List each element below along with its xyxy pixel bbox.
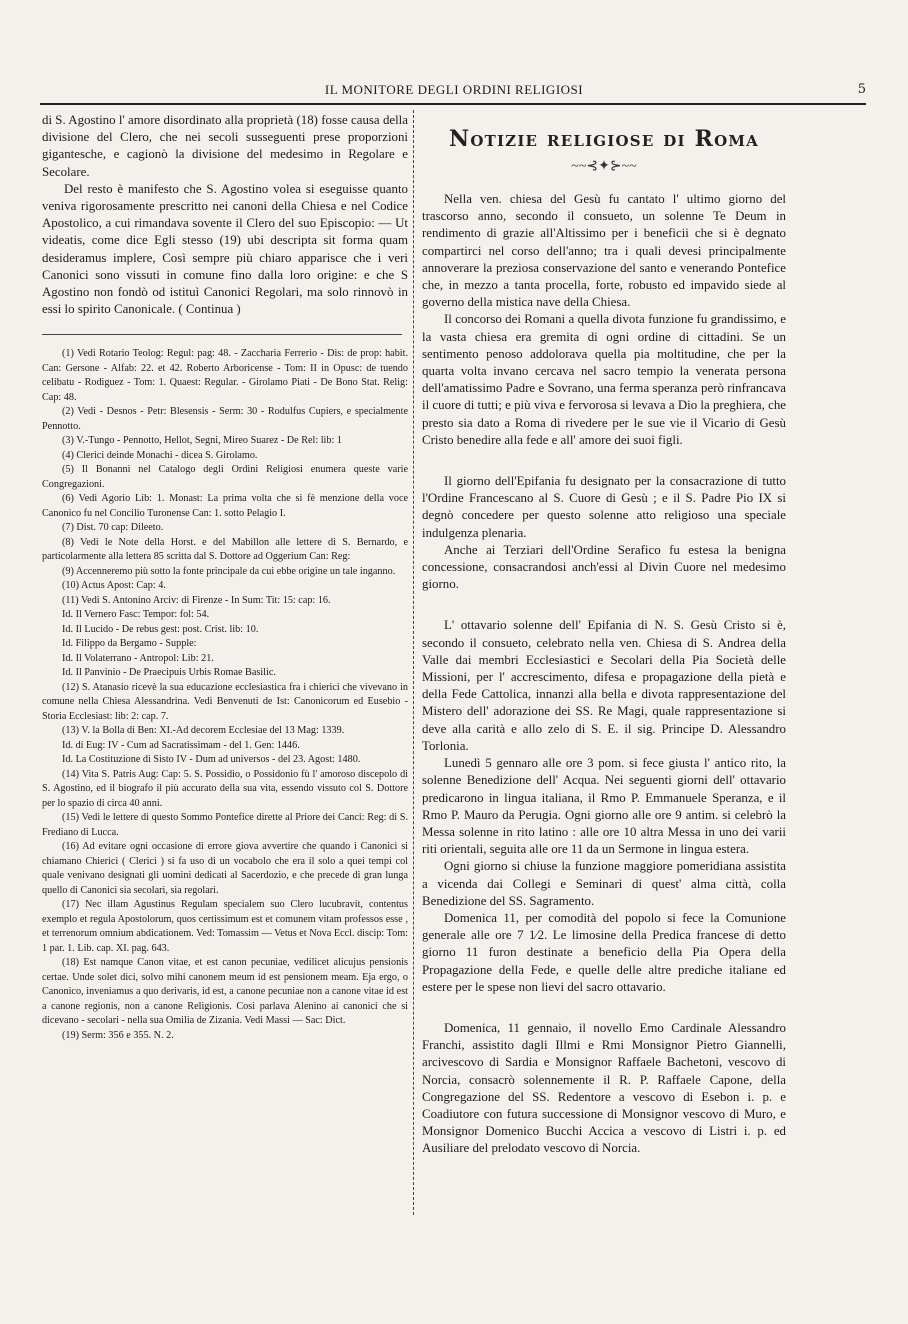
footnote: (2) Vedi - Desnos - Petr: Blesensis - Serm: 30 - Rodulfus Cupiers, e specialmente Pennotto. — [42, 406, 408, 432]
footnote: (13) V. la Bolla di Ben: XI.-Ad decorem Ecclesiae del 13 Mag: 1339. — [62, 725, 345, 737]
footnote: (11) Vedi S. Antonino Arciv: di Firenze - In Sum: Tit: 15: cap: 16. — [62, 594, 331, 606]
footnote: Id. Il Volaterrano - Antropol: Lib: 21. — [62, 652, 214, 664]
footnote: (6) Vedi Agorio Lib: 1. Monast: La prima volta che si fè menzione della voce Canonico fu nel Concilio Turonense Can: 1. sotto Pelagio I. — [42, 493, 408, 519]
footnote: (12) S. Atanasio ricevè la sua educazione ecclesiastica fra i chierici che vivevano in comune nella Chiesa Alessandrina. Vedi Benvenuti de Ist: Canonicorum ed Eusebio - Storia Ecclesiast: lib: 2: cap. 7. — [42, 681, 408, 722]
news-paragraph: Il concorso dei Romani a quella divota funzione fu grandissimo, e la vasta chiesa era gremita di ogni ordine di cittadini. Se un sentimento penoso addolorava quella pia moltitudine, che per la quarta volta invano cercava nel sacro tempio la venerata persona dell'amatissimo Padre e Sovrano, una ferma speranza però rinfrancava il cuore di tutti; e più viva e fervorosa si levava a Dio la preghiera, che presto sia dato a Roma di rivedere per le sue vie il Vicario di Gesù Cristo benedire alla fede e all' amore dei suoi figli. — [422, 312, 786, 447]
footnote: (8) Vedi le Note della Horst. e del Mabillon alle lettere di S. Bernardo, e particolarmente alla lettera 85 scritta dal S. Dottore ad Oggerium Can: Reg: — [42, 536, 408, 563]
footnote: (7) Dist. 70 cap: Dileeto. — [62, 522, 164, 534]
page-number: 5 — [857, 82, 866, 97]
footnote: (17) Nec illam Agustinus Regulam specialem suo Clero lucubravit, contentus exemplo et regula Apostolorum, quos certissimum est et comunem vitam professos esse , et terrenorum omnium abdicationem. Ved: Tomassim — Vetus et Nova Eccl. discip: Tom: 1 par. 1. Lib. cap. XI. pag. 643. — [42, 899, 408, 954]
footnote: (5) Il Bonanni nel Catalogo degli Ordini Religiosi enumera queste varie Congregazioni. — [42, 464, 408, 490]
news-paragraph: Domenica, 11 gennaio, il novello Emo Cardinale Alessandro Franchi, assistito dagli Illmi e Rmi Monsignor Pietro Giannelli, arcivescovo di Sardia e Monsignor Raffaele Bachetoni, vescovo di Norcia, consacrò solennemente il R. P. Raffaele Capone, della Congregazione del SS. Redentore a vescovo di Esebon i. p. e Coadiutore con futura successione di Monsignor vescovo di Muro, e Monsignor Domenico Bucchi Accica a vescovo di Listri i. p. ed Ausiliare del prelodato vescovo di Norcia. — [422, 1020, 786, 1156]
column-divider — [413, 110, 414, 1215]
footnote: Id. La Costituzione di Sisto IV - Dum ad universos - del 23. Agost: 1480. — [62, 754, 361, 766]
footnote: Id. Il Panvinio - De Praecipuis Urbis Romae Basilic. — [62, 667, 276, 679]
news-paragraph: Nella ven. chiesa del Gesù fu cantato l' ultimo giorno del trascorso anno, secondo il consueto, un solenne Te Deum in rendimento di grazie all'Altissimo per i beneficii che si è degnato compartirci nel corso dell'anno; tra i quali devesi principalmente annoverare la preziosa conservazione del santo e venerando Pontefice che, in mezzo a tanta procella, forte, robusto ed impavido siede al governo della mistica nave della Chiesa. — [422, 192, 786, 310]
footnote: (14) Vita S. Patris Aug: Cap: 5. S. Possidio, o Possidonio fù l' amoroso discepolo di S. Agostino, ed il biografo il più accurato della sua vita, essendo vissuto col S. Dottore per lo spazio di circa 40 anni. — [42, 768, 408, 809]
footnote: (18) Est namque Canon vitae, et est canon pecuniae, vedilicet alicujus pensionis certae. Unde solet dici, solvo mihi canonem meum id est pensionem meam. Eja ergo, o Canonico, inveniamus a quo derivaris, id est, a canone pecuniae non a canone vitae id est a canone regionis, non a canone Religionis. Così parlava Alenino ai canonici che si dicevano - secolari - nella sua Omilia de Zizania. Vedi Massi — Sac: Dict. — [42, 957, 408, 1027]
block-gap — [422, 996, 786, 1020]
footnote: (3) V.-Tungo - Pennotto, Hellot, Segni, Mireo Suarez - De Rel: lib: 1 — [62, 435, 342, 447]
footnote: Id. Filippo da Bergamo - Supple: — [62, 638, 197, 650]
title-ornament: ~~⊰✦⊱~~ — [571, 159, 637, 174]
right-column — [422, 112, 786, 1158]
news-paragraph: Anche ai Terziari dell'Ordine Serafico fu estesa la benigna concessione, consacrandosi anch'essi al Divin Cuore nel medesimo giorno. — [422, 542, 786, 592]
header-rule — [40, 103, 866, 105]
news-paragraph: Lunedì 5 gennaro alle ore 3 pom. si fece giusta l' antico rito, la solenne Benedizione dell' Acqua. Nei seguenti giorni dell' ottavario predicarono in lingua italiana, il Rmo P. Emmanuele Speranza, e il Rmo P. Mauro da Perugia. Ogni giorno alle ore 9 antim. si celebrò la Messa solenne in rito latino : alle ore 10 altra Messa in uno dei varii riti orientali, seguita alle ore 11 da un Sermone in lingua estera. — [422, 756, 786, 857]
footnote: Id. di Eug: IV - Cum ad Sacratissimam - del 1. Gen: 1446. — [62, 739, 300, 751]
footnotes — [42, 347, 408, 1043]
footnote: (15) Vedi le lettere di questo Sommo Pontefice dirette al Priore dei Canci: Reg: di S. Frediano di Lucca. — [42, 812, 408, 838]
news-paragraph: Domenica 11, per comodità del popolo si fece la Comunione generale alle ore 7 1⁄2. Le limosine della Predica francese di detto giorno 11 furon destinate a beneficio della Pia Opera della Propagazione della Fede, e quelle delle altre prediche italiane ed estere per le spese non lievi del sacro ottavario. — [422, 910, 786, 994]
running-title: IL MONITORE DEGLI ORDINI RELIGIOSI — [324, 82, 584, 97]
news-paragraph: Il giorno dell'Epifania fu designato per la consacrazione di tutto l'Ordine Francescano al S. Cuore di Gesù ; e il S. Padre Pio IX si degnò concedere per questo solenne atto religioso una speciale indulgenza plenaria. — [422, 474, 786, 540]
news-paragraph: Ogni giorno si chiuse la funzione maggiore pomeridiana assistita a vicenda dai Collegi e Seminari di quest' alma città, colla Benedizione del SS. Sagramento. — [422, 859, 786, 908]
footnote: (19) Serm: 356 e 355. N. 2. — [62, 1029, 174, 1041]
section-title: Notizie religiose di Roma — [449, 126, 759, 152]
page-header — [40, 80, 868, 102]
footnote-rule — [42, 334, 402, 335]
block-gap — [422, 593, 786, 617]
left-column — [42, 112, 408, 1043]
footnote: (4) Clerici deinde Monachi - dicea S. Girolamo. — [62, 449, 258, 461]
news-paragraph: L' ottavario solenne dell' Epifania di N. S. Gesù Cristo si è, secondo il consueto, celebrato nella ven. Chiesa di S. Andrea della Valle dai membri Ecclesiastici e Secolari della Pia Società delle Missioni, per l' accrescimento, difesa e propagazione della pietà e della Fede Cattolica, innanzi alla bella e divota rappresentazione del Mistero dell' adorazione dei SS. Re Magi, quale rappresentazione si deve alla carità e allo zelo di S. E. il sig. Principe D. Alessandro Torlonia. — [422, 618, 786, 753]
footnote: (1) Vedi Rotario Teolog: Regul: pag: 48. - Zaccharia Ferrerio - Dis: de prop: habit. Can: Gersone - Alfab: 22. et 42. Roberto Arboricense - Tom: II in Opusc: de tuendo celibatu - Rodiguez - Tom: 1. Quaest: Regular. - Girolamo Piati - De Bono Stat. Relig: Cap: 48. — [42, 348, 408, 403]
body-paragraph: Del resto è manifesto che S. Agostino volea si eseguisse quanto veniva rigorosamente prescritto nei canoni della Chiesa e nel Codice Apostolico, a cui rimandava sovente il Clero del suo Episcopio: — Ut videatis, come dice Egli stesso (19) ubi descripta sit forma quam desideramus implere, Così sempre più chiaro apparisce che i veri Canonici sono vissuti in comune fino dalla loro origine: e che S Agostino non fondò od istituì Canonici Regolari, ma solo rinnovò in essi lo spirito Canonicale. ( Continua ) — [42, 181, 408, 317]
body-paragraph: di S. Agostino l' amore disordinato alla proprietà (18) fosse causa della divisione del Clero, che nei secoli susseguenti prese proporzioni gigantesche, e cagionò la divisione del medesimo in Regolare e Secolare. — [42, 113, 408, 179]
footnote: (16) Ad evitare ogni occasione di errore giova avvertire che quando i Canonici si chiamano Chierici ( Clerici ) si fa uso di un vocabolo che era il solo a quei tempi col quale venivano designati gli uomini dedicati al Sacerdozio, e che precede di gran lunga quello di Canonici sia secolari, sia regolari. — [42, 841, 408, 896]
footnote: (9) Accenneremo più sotto la fonte principale da cui ebbe origine un tale inganno. — [62, 565, 396, 577]
footnote: Id. Il Vernero Fasc: Tempor: fol: 54. — [62, 609, 210, 621]
footnote: Id. Il Lucido - De rebus gest: post. Crist. lib: 10. — [62, 623, 259, 635]
block-gap — [422, 449, 786, 473]
footnote: (10) Actus Apost: Cap: 4. — [62, 580, 166, 592]
